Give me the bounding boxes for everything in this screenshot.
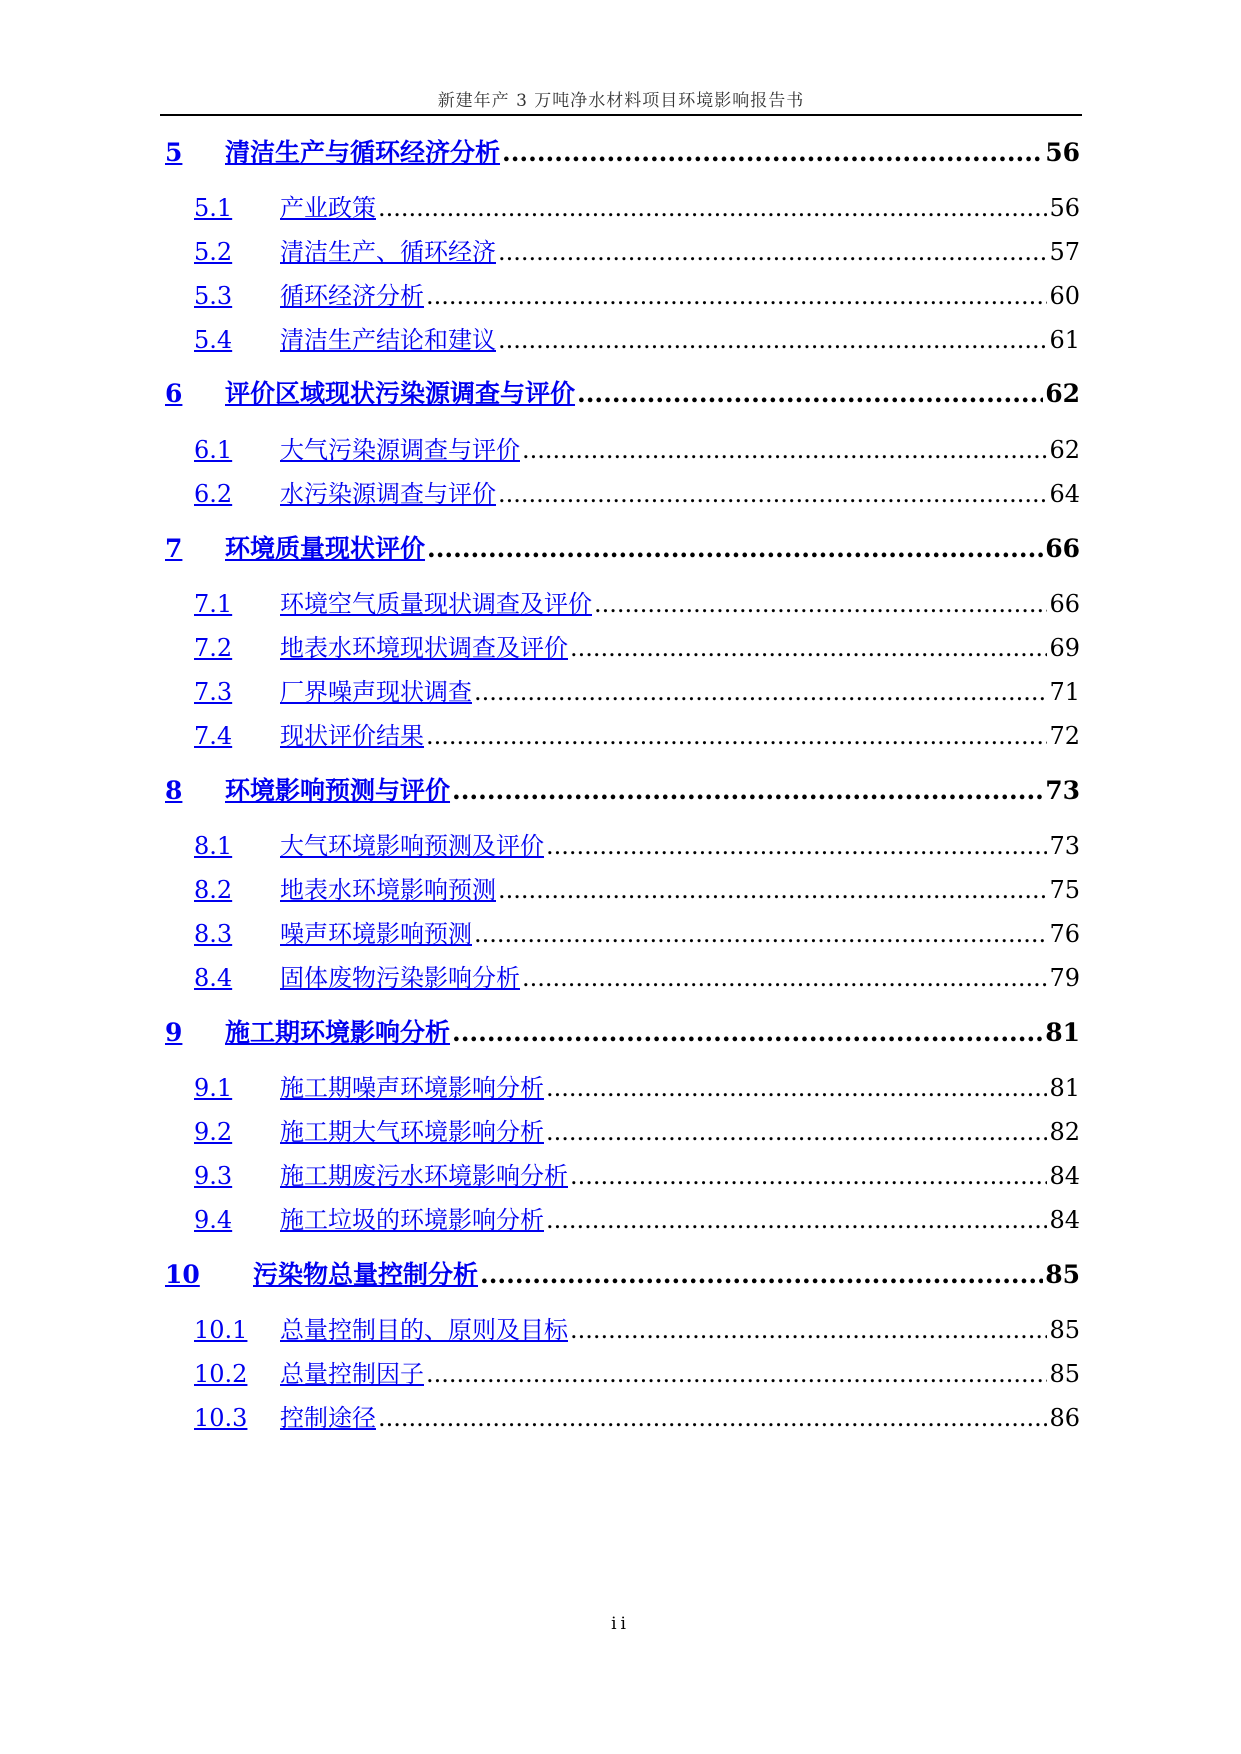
- running-header: 新建年产 3 万吨净水材料项目环境影响报告书: [437, 91, 805, 111]
- toc-entry-5-2[interactable]: [194, 232, 1080, 272]
- toc-entry-7-1[interactable]: [194, 584, 1080, 624]
- toc-entry-7-3[interactable]: [194, 672, 1080, 712]
- dot-leader: [522, 436, 1047, 464]
- toc-entry-page: 85: [1049, 1316, 1080, 1344]
- toc-entry-title[interactable]: 地表水环境影响预测: [280, 876, 496, 904]
- toc-entry-title[interactable]: 大气污染源调查与评价: [280, 436, 520, 464]
- dot-leader: [426, 722, 1047, 750]
- toc-entry-title[interactable]: 清洁生产、循环经济: [280, 238, 496, 266]
- toc-entry-page: 81: [1045, 1018, 1080, 1047]
- toc-entry-page: 56: [1045, 138, 1080, 167]
- toc-entry-title[interactable]: 控制途径: [280, 1404, 376, 1432]
- toc-entry-title[interactable]: 清洁生产结论和建议: [280, 326, 496, 354]
- toc-entry-title[interactable]: 产业政策: [280, 194, 376, 222]
- dot-leader: [452, 1018, 1043, 1047]
- toc-entry-number[interactable]: 5.1: [194, 194, 233, 222]
- toc-entry-number[interactable]: 7.1: [194, 590, 233, 618]
- toc-entry-8[interactable]: [165, 771, 1080, 811]
- toc-entry-9-3[interactable]: [194, 1156, 1080, 1196]
- toc-entry-page: 85: [1045, 1260, 1080, 1289]
- toc-entry-7-2[interactable]: [194, 628, 1080, 668]
- toc-entry-number[interactable]: 5.3: [194, 282, 233, 310]
- toc-entry-7[interactable]: [165, 529, 1080, 569]
- toc-entry-page: 73: [1049, 832, 1080, 860]
- dot-leader: [452, 776, 1043, 805]
- toc-entry-page: 81: [1049, 1074, 1080, 1102]
- dot-leader: [498, 326, 1047, 354]
- toc-entry-page: 56: [1049, 194, 1080, 222]
- dot-leader: [498, 238, 1047, 266]
- toc-entry-title[interactable]: 施工期噪声环境影响分析: [280, 1074, 544, 1102]
- dot-leader: [378, 194, 1047, 222]
- toc-entry-page: 66: [1045, 534, 1080, 563]
- toc-entry-9-4[interactable]: [194, 1200, 1080, 1240]
- toc-entry-5[interactable]: [165, 133, 1080, 173]
- toc-entry-title[interactable]: 环境质量现状评价: [225, 534, 426, 563]
- toc-entry-6-2[interactable]: [194, 474, 1080, 514]
- toc-entry-9-2[interactable]: [194, 1112, 1080, 1152]
- toc-entry-page: 84: [1049, 1162, 1080, 1190]
- toc-entry-page: 62: [1045, 379, 1080, 408]
- toc-entry-number[interactable]: 10.1: [194, 1316, 248, 1344]
- dot-leader: [570, 634, 1047, 662]
- toc-entry-title[interactable]: 施工期大气环境影响分析: [280, 1118, 544, 1146]
- toc-entry-title[interactable]: 大气环境影响预测及评价: [280, 832, 544, 860]
- toc-entry-number[interactable]: 9.2: [194, 1118, 233, 1146]
- dot-leader: [546, 1074, 1047, 1102]
- toc-entry-page: 62: [1049, 436, 1080, 464]
- toc-entry-number[interactable]: 5.2: [194, 238, 233, 266]
- toc-entry-number[interactable]: 10.3: [194, 1404, 248, 1432]
- toc-entry-page: 76: [1049, 920, 1080, 948]
- toc-entry-title[interactable]: 总量控制因子: [280, 1360, 424, 1388]
- toc-entry-title[interactable]: 清洁生产与循环经济分析: [225, 138, 501, 167]
- toc-entry-page: 84: [1049, 1206, 1080, 1234]
- toc-entry-page: 75: [1049, 876, 1080, 904]
- toc-entry-6-1[interactable]: [194, 430, 1080, 470]
- toc-entry-5-3[interactable]: [194, 276, 1080, 316]
- dot-leader: [378, 1404, 1047, 1432]
- toc-entry-9-1[interactable]: [194, 1068, 1080, 1108]
- toc-entry-10[interactable]: [165, 1255, 1080, 1295]
- toc-entry-page: 82: [1049, 1118, 1080, 1146]
- toc-entry-title[interactable]: 施工垃圾的环境影响分析: [280, 1206, 544, 1234]
- toc-entry-title[interactable]: 水污染源调查与评价: [280, 480, 496, 508]
- toc-entry-number[interactable]: 9.4: [194, 1206, 233, 1234]
- toc-entry-number[interactable]: 10.2: [194, 1360, 248, 1388]
- toc-entry-page: 60: [1049, 282, 1080, 310]
- toc-entry-title[interactable]: 循环经济分析: [280, 282, 424, 310]
- toc-entry-6[interactable]: [165, 374, 1080, 414]
- toc-entry-number[interactable]: 9.3: [194, 1162, 233, 1190]
- toc-entry-9[interactable]: [165, 1013, 1080, 1053]
- toc-entry-5-1[interactable]: [194, 188, 1080, 228]
- toc-entry-page: 73: [1045, 776, 1080, 805]
- dot-leader: [498, 480, 1047, 508]
- dot-leader: [546, 832, 1047, 860]
- toc-entry-title[interactable]: 环境空气质量现状调查及评价: [280, 590, 592, 618]
- toc-entry-title[interactable]: 噪声环境影响预测: [280, 920, 472, 948]
- toc-entry-page: 79: [1049, 964, 1080, 992]
- toc-entry-number[interactable]: 7.3: [194, 678, 233, 706]
- toc-entry-page: 66: [1049, 590, 1080, 618]
- toc-entry-page: 71: [1049, 678, 1080, 706]
- dot-leader: [480, 1260, 1043, 1289]
- dot-leader: [426, 282, 1047, 310]
- toc-entry-7-4[interactable]: [194, 716, 1080, 756]
- dot-leader: [474, 920, 1047, 948]
- dot-leader: [498, 876, 1047, 904]
- dot-leader: [474, 678, 1047, 706]
- toc-entry-title[interactable]: 固体废物污染影响分析: [280, 964, 520, 992]
- dot-leader: [594, 590, 1047, 618]
- toc-entry-number[interactable]: 8.3: [194, 920, 233, 948]
- toc-entry-number[interactable]: 8.4: [194, 964, 233, 992]
- toc-entry-number[interactable]: 6: [165, 379, 183, 408]
- toc-entry-title[interactable]: 施工期废污水环境影响分析: [280, 1162, 568, 1190]
- toc-entry-number[interactable]: 5.4: [194, 326, 233, 354]
- toc-entry-number[interactable]: 10: [165, 1260, 200, 1289]
- dot-leader: [522, 964, 1047, 992]
- toc-entry-page: 57: [1049, 238, 1080, 266]
- toc-entry-number[interactable]: 7.4: [194, 722, 233, 750]
- dot-leader: [577, 379, 1043, 408]
- toc-entry-8-3[interactable]: [194, 914, 1080, 954]
- toc-entry-page: 72: [1049, 722, 1080, 750]
- toc-entry-number[interactable]: 8.2: [194, 876, 233, 904]
- toc-entry-number[interactable]: 6.1: [194, 436, 233, 464]
- toc-entry-8-2[interactable]: [194, 870, 1080, 910]
- toc-entry-5-4[interactable]: [194, 320, 1080, 360]
- toc-entry-number[interactable]: 8.1: [194, 832, 233, 860]
- toc-entry-10-3[interactable]: [194, 1398, 1080, 1438]
- toc-entry-title[interactable]: 厂界噪声现状调查: [280, 678, 472, 706]
- toc-entry-number[interactable]: 7: [165, 534, 183, 563]
- dot-leader: [427, 534, 1043, 563]
- dot-leader: [426, 1360, 1047, 1388]
- toc-entry-title[interactable]: 地表水环境现状调查及评价: [280, 634, 568, 662]
- toc-entry-number[interactable]: 5: [165, 138, 183, 167]
- toc-entry-number[interactable]: 6.2: [194, 480, 233, 508]
- toc-entry-title[interactable]: 总量控制目的、原则及目标: [280, 1316, 568, 1344]
- toc-entry-page: 61: [1049, 326, 1080, 354]
- dot-leader: [570, 1162, 1047, 1190]
- toc-entry-title[interactable]: 污染物总量控制分析: [253, 1260, 479, 1289]
- dot-leader: [502, 138, 1043, 167]
- toc-entry-8-4[interactable]: [194, 958, 1080, 998]
- toc-entry-page: 85: [1049, 1360, 1080, 1388]
- toc-entry-10-2[interactable]: [194, 1354, 1080, 1394]
- toc-entry-page: 86: [1049, 1404, 1080, 1432]
- toc-entry-number[interactable]: 9: [165, 1018, 183, 1047]
- dot-leader: [546, 1118, 1047, 1146]
- toc-entry-number[interactable]: 8: [165, 776, 183, 805]
- page-number: ii: [611, 1614, 630, 1634]
- dot-leader: [546, 1206, 1047, 1234]
- toc-entry-title[interactable]: 环境影响预测与评价: [225, 776, 451, 805]
- dot-leader: [570, 1316, 1047, 1344]
- toc-entry-title[interactable]: 施工期环境影响分析: [225, 1018, 451, 1047]
- toc-entry-number[interactable]: 9.1: [194, 1074, 233, 1102]
- toc-entry-8-1[interactable]: [194, 826, 1080, 866]
- toc-entry-10-1[interactable]: [194, 1310, 1080, 1350]
- toc-entry-title[interactable]: 评价区域现状污染源调查与评价: [225, 379, 576, 408]
- toc-entry-page: 64: [1049, 480, 1080, 508]
- toc-entry-page: 69: [1049, 634, 1080, 662]
- toc-entry-title[interactable]: 现状评价结果: [280, 722, 424, 750]
- toc-entry-number[interactable]: 7.2: [194, 634, 233, 662]
